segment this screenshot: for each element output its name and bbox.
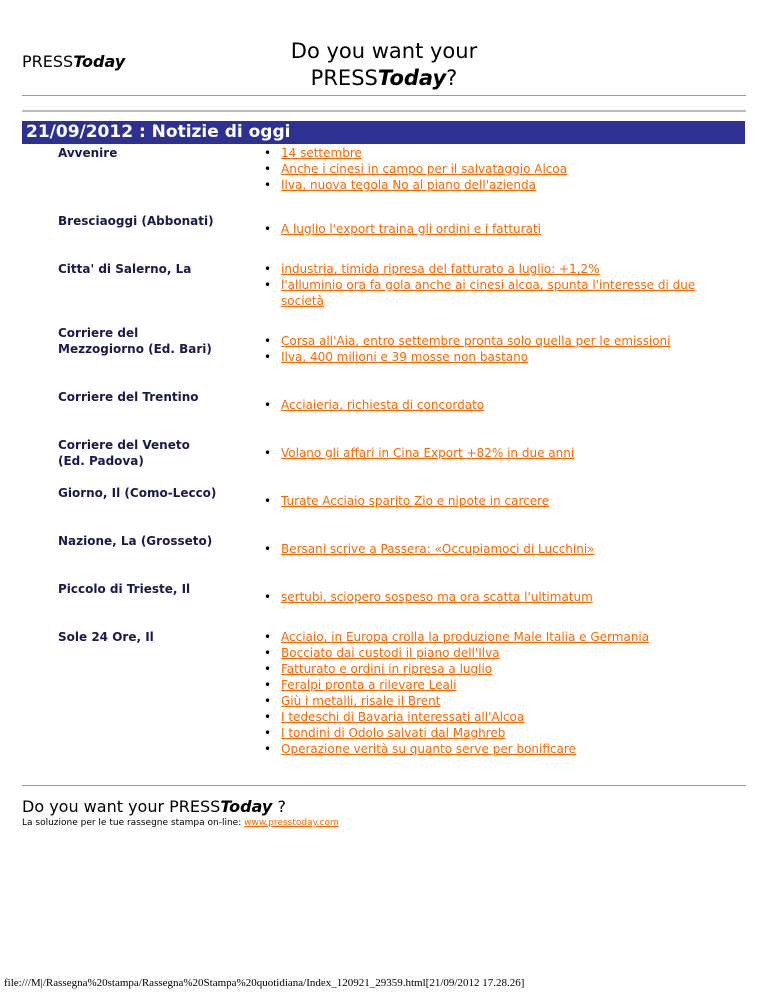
list-item [264,661,734,677]
footer-title-prefix: Do you want your [22,797,170,816]
list-item [264,725,734,741]
article-list [264,493,734,509]
list-item [264,161,734,177]
source-name: Bresciaoggi (Abbonati) [58,214,214,228]
footer-subtitle [22,818,339,828]
list-item [264,221,734,237]
list-item [264,677,734,693]
tagline-suffix: ? [446,66,458,90]
list-item [264,589,734,605]
footer-title-suffix: ? [272,797,286,816]
article-link[interactable]: I tedeschi di Bavaria interessati all'Alcoa [281,710,525,724]
source-name: Sole 24 Ore, Il [58,630,154,644]
list-item [264,145,734,161]
source-name: Piccolo di Trieste, Il [58,582,191,596]
article-list [264,541,734,557]
header-divider [22,95,746,96]
article-link[interactable]: Bocciato dai custodi il piano dell'Ilva [281,646,500,660]
list-item [264,629,734,645]
logo-prefix: PRESS [22,52,74,71]
header-tagline [200,38,568,92]
tagline-line2 [200,65,568,92]
article-link[interactable]: I tondini di Odolo salvati dal Maghreb [281,726,506,740]
section-divider [22,110,746,112]
list-item [264,261,734,277]
article-link[interactable]: Bersani scrive a Passera: «Occupiamoci di Lucchini» [281,542,595,556]
article-link[interactable]: Volano gli affari in Cina Export +82% in due anni [281,446,575,460]
article-list [264,221,734,237]
article-link[interactable]: Acciaieria, richiesta di concordato [281,398,485,412]
source-name: Corriere del Mezzogiorno (Ed. Bari) [58,326,212,356]
page-header [0,0,768,100]
footer-title-press: PRESS [169,797,221,816]
list-item [264,541,734,557]
article-list [264,589,734,605]
list-item [264,709,734,725]
article-link[interactable]: Ilva, 400 milioni e 39 mosse non bastano [281,350,529,364]
article-link[interactable]: A luglio l'export traina gli ordini e i fatturati [281,222,541,236]
list-item [264,349,734,365]
article-link[interactable]: l'alluminio ora fa gola anche ai cinesi alcoa, spunta l'interesse di due società [281,278,696,308]
logo-bold: Today [73,52,126,71]
article-link[interactable]: Anche i cinesi in campo per il salvataggio Alcoa [281,162,568,176]
source-name: Citta' di Salerno, La [58,262,192,276]
list-item [264,333,734,349]
section-title: 21/09/2012 : Notizie di oggi [22,121,745,144]
file-path: file:///M|/Rassegna%20stampa/Rassegna%20Stampa%20quotidiana/Index_120921_29359.html[21/09/2012 17.28.26] [4,977,525,989]
article-list [264,261,734,309]
article-link[interactable]: 14 settembre [281,146,362,160]
footer-title-bold: Today [220,797,273,816]
tagline-bold: Today [377,66,447,90]
list-item [264,397,734,413]
list-item [264,277,734,309]
article-list [264,629,734,757]
source-name: Corriere del Veneto (Ed. Padova) [58,438,190,468]
tagline-prefix: PRESS [310,66,378,90]
footer-divider [22,785,746,786]
presstoday-logo [22,52,125,71]
article-link[interactable]: Acciaio, in Europa crolla la produzione Male Italia e Germania [281,630,650,644]
source-name: Giorno, Il (Como-Lecco) [58,486,217,500]
list-item [264,693,734,709]
article-link[interactable]: Fatturato e ordini in ripresa a luglio [281,662,493,676]
list-item [264,445,734,461]
source-name: Nazione, La (Grosseto) [58,534,213,548]
source-name: Corriere del Trentino [58,390,199,404]
footer-subtitle-text: La soluzione per le tue rassegne stampa on-line: [22,818,245,828]
list-item [264,177,734,193]
list-item [264,493,734,509]
article-link[interactable]: Feralpi pronta a rilevare Leali [281,678,457,692]
article-link[interactable]: Turate Acciaio sparito Zio e nipote in carcere [281,494,550,508]
footer-title [22,797,286,816]
article-list [264,445,734,461]
article-list [264,333,734,365]
presstoday-link[interactable]: www.presstoday.com [244,818,339,828]
article-link[interactable]: Giù i metalli, risale il Brent [281,694,441,708]
article-link[interactable]: sertubi, sciopero sospeso ma ora scatta l'ultimatum [281,590,593,604]
tagline-line1: Do you want your [290,39,478,63]
article-link[interactable]: Ilva, nuova tegola No al piano dell'azienda [281,178,536,192]
list-item [264,645,734,661]
article-link[interactable]: Operazione verità su quanto serve per bonificare [281,742,576,756]
article-list [264,397,734,413]
article-link[interactable]: industria, timida ripresa del fatturato a luglio: +1,2% [281,262,600,276]
article-link[interactable]: Corsa all'Aia, entro settembre pronta solo quella per le emissioni [281,334,671,348]
list-item [264,741,734,757]
article-list [264,145,734,193]
source-name: Avvenire [58,146,118,160]
